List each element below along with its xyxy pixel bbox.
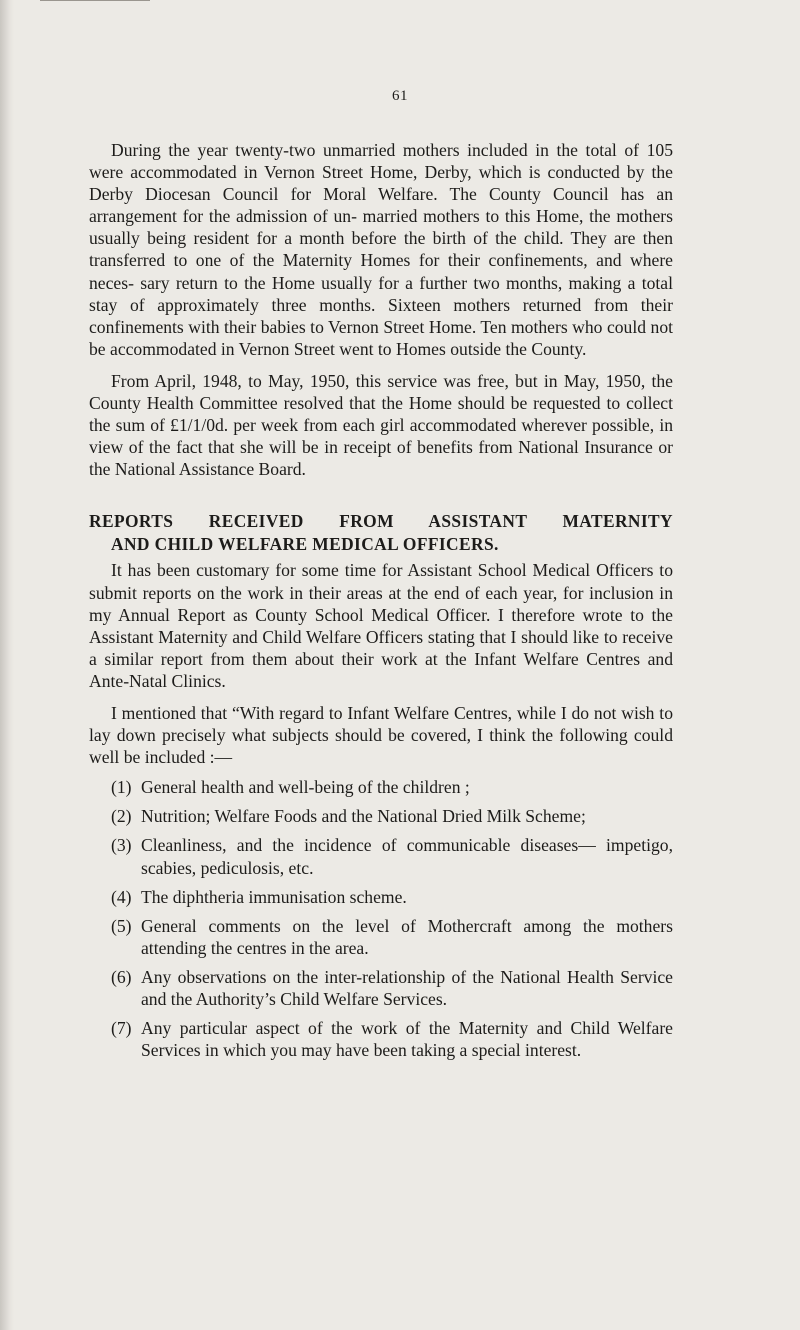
paragraph-quote-intro: I mentioned that “With regard to Infant Welfare Centres, while I do not wish to lay down precisely what subjects should be covered, I think the following could well be included :— <box>89 702 673 768</box>
list-item-text: Cleanliness, and the incidence of communicable diseases— impetigo, scabies, pediculosis, etc. <box>141 835 673 878</box>
list-item-number: (3) <box>111 835 132 856</box>
top-rule <box>40 0 150 1</box>
list-item-number: (4) <box>111 886 132 907</box>
list-item-number: (2) <box>111 806 132 827</box>
list-item <box>89 834 673 878</box>
list-item <box>89 915 673 959</box>
list-item-number: (6) <box>111 966 132 987</box>
section-heading-line-2: AND CHILD WELFARE MEDICAL OFFICERS. <box>111 533 499 554</box>
list-item <box>89 886 673 908</box>
list-item <box>89 776 673 798</box>
list-item-text: The diphtheria immunisation scheme. <box>141 886 407 907</box>
page-number: 61 <box>392 88 408 104</box>
list-item <box>89 805 673 827</box>
subjects-list <box>89 776 673 1061</box>
paragraph-reports: It has been customary for some time for Assistant School Medical Officers to submit reports on the work in their areas at the end of each year, for inclusion in my Annual Report as County School Medical Officer. I therefore wrote to the Assistant Maternity and Child Welfare Officers stating that I should like to receive a similar report from them about their work at the Infant Welfare Centres and Ante-Natal Clinics. <box>89 560 673 691</box>
list-item-text: Any particular aspect of the work of the Maternity and Child Welfare Services in which you may have been taking a special interest. <box>141 1018 673 1061</box>
list-item <box>89 1017 673 1061</box>
list-item-text: Any observations on the inter-relationship of the National Health Service and the Authority’s Child Welfare Services. <box>141 966 673 1009</box>
list-item-text: Nutrition; Welfare Foods and the National Dried Milk Scheme; <box>141 806 586 827</box>
list-item-text: General health and well-being of the children ; <box>141 777 470 798</box>
list-item-number: (5) <box>111 915 132 936</box>
section-heading-line-1: REPORTS RECEIVED FROM ASSISTANT MATERNITY <box>89 511 673 532</box>
list-item-number: (1) <box>111 777 132 798</box>
list-item <box>89 966 673 1010</box>
paragraph-vernon-street-home: During the year twenty-two unmarried mothers included in the total of 105 were accommodated in Vernon Street Home, Derby, which is conducted by the Derby Diocesan Council for Moral Welfare. The County Council has an arrangement for the admission of un- married mothers to this Home, the mothers usually being resident for a month before the birth of the child. They are then transferred to one of the Maternity Homes for their confinements, and where neces- sary return to the Home usually for a further two months, making a total stay of approximately three months. Sixteen mothers returned from their confinements with their babies to Vernon Street Home. Ten mothers who could not be accommodated in Vernon Street went to Homes outside the County. <box>89 140 673 359</box>
list-item-number: (7) <box>111 1018 132 1039</box>
page-body <box>89 139 673 1068</box>
section-heading <box>89 510 673 555</box>
list-item-text: General comments on the level of Mothercraft among the mothers attending the centres in the area. <box>141 915 673 958</box>
page-edge-shadow <box>0 0 14 1330</box>
paragraph-charges: From April, 1948, to May, 1950, this service was free, but in May, 1950, the County Health Committee resolved that the Home should be requested to collect the sum of £1/1/0d. per week from each girl accommodated wherever possible, in view of the fact that she will be in receipt of benefits from National Insurance or the National Assistance Board. <box>89 370 673 480</box>
